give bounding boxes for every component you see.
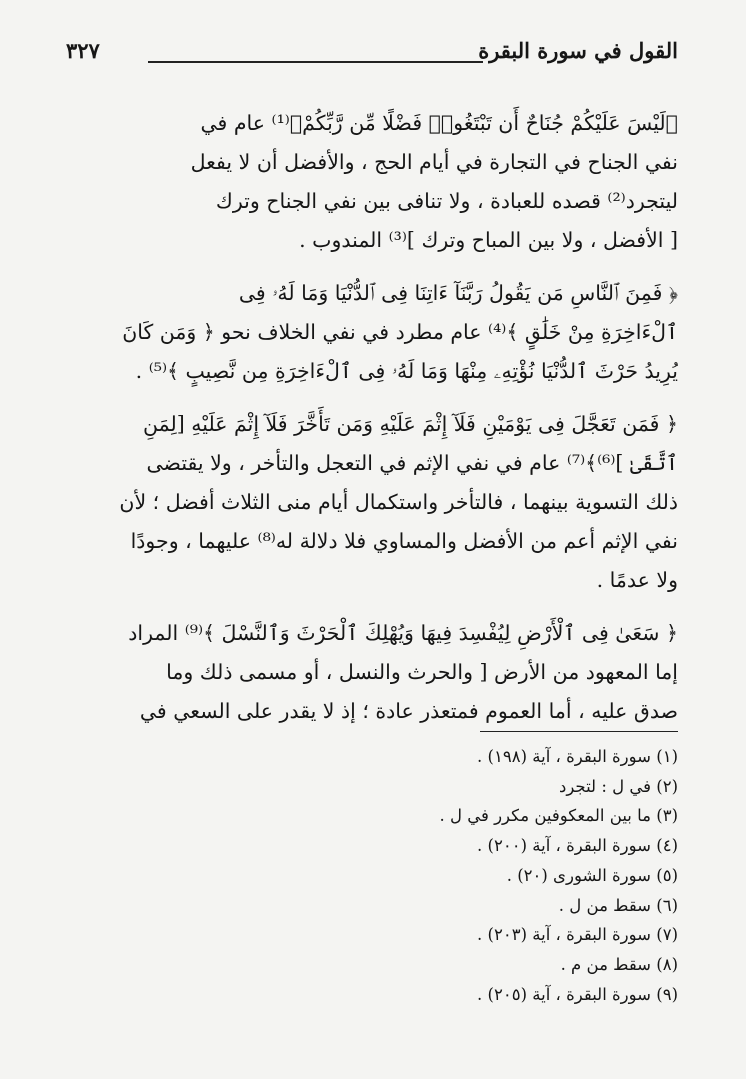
text-line: ﴿ سَعَىٰ فِى ٱلْأَرْضِ لِيُفْسِدَ فِيهَا وَيُهْلِكَ ٱلْحَرْثَ وَٱلنَّسْلَ ﴾⁽⁹⁾ المراد: [128, 621, 678, 645]
running-title: القول في سورة البقرة: [478, 38, 678, 63]
footnote: (٨) سقط من م .: [560, 954, 678, 974]
paragraph: [66, 405, 678, 600]
text-line: ﴿لَيْسَ عَلَيْكُمْ جُنَاحٌ أَن تَبْتَغُوا۟ فَضْلًا مِّن رَّبِّكُمْ﴾⁽¹⁾ عام في: [200, 111, 678, 135]
text-line: ليتجرد⁽²⁾ قصده للعبادة ، ولا تنافى بين نفي الجناح وترك: [215, 189, 678, 213]
text-line: يُرِيدُ حَرْثَ ٱلدُّنْيَا نُؤْتِهِۦ مِنْهَا وَمَا لَهُۥ فِى ٱلْءَاخِرَةِ مِن نَّصِيبٍ ﴾⁽⁵⁾ .: [135, 359, 678, 383]
paragraph: [66, 104, 678, 260]
footnote: (٥) سورة الشورى (٢٠) .: [506, 865, 678, 885]
footnotes: [66, 742, 678, 1009]
text-line: صدق عليه ، أما العموم فمتعذر عادة ؛ إذ لا يقدر على السعي في: [139, 699, 678, 723]
text-line: نفي الإثم أعم من الأفضل والمساوي فلا دلالة له⁽⁸⁾ عليهما ، وجودًا: [130, 529, 678, 553]
paragraph: [66, 614, 678, 731]
footnote: (٢) في ل : لتجرد: [558, 776, 678, 796]
body-text: [66, 104, 678, 745]
footnote: (٦) سقط من ل .: [558, 895, 678, 915]
header-rule: [148, 61, 483, 63]
footnote: (١) سورة البقرة ، آية (١٩٨) .: [477, 747, 678, 766]
text-line: ٱلْءَاخِرَةِ مِنْ خَلَٰقٍ ﴾⁽⁴⁾ عام مطرد في نفي الخلاف نحو ﴿ وَمَن كَانَ: [122, 320, 678, 344]
page-header: [66, 36, 678, 76]
text-line: [ الأفضل ، ولا بين المباح وترك ]⁽³⁾ المندوب .: [299, 228, 678, 252]
footnote: (٣) ما بين المعكوفين مكرر في ل .: [439, 806, 678, 826]
text-line: ﴿ فَمَن تَعَجَّلَ فِى يَوْمَيْنِ فَلَآ إِثْمَ عَلَيْهِ وَمَن تَأَخَّرَ فَلَآ إِثْمَ عَلَيْهِ [لِمَنِ: [143, 412, 678, 436]
text-line: ذلك التسوية بينهما ، فالتأخر واستكمال أيام منى الثلاث أفضل ؛ لأن: [119, 490, 678, 514]
footnote-separator: [480, 731, 678, 732]
text-line: ولا عدمًا .: [596, 568, 678, 592]
footnote: (٧) سورة البقرة ، آية (٢٠٣) .: [477, 925, 678, 945]
footnote: (٤) سورة البقرة ، آية (٢٠٠) .: [477, 836, 678, 856]
text-line: ٱتَّقَىٰ ]⁽⁶⁾﴾⁽⁷⁾ عام في نفي الإثم في التعجل والتأخر ، ولا يقتضى: [146, 451, 678, 475]
page-number: ٣٢٧: [66, 38, 100, 63]
text-line: إما المعهود من الأرض [ والحرث والنسل ، أو مسمى ذلك وما: [166, 660, 678, 684]
footnote: (٩) سورة البقرة ، آية (٢٠٥) .: [477, 984, 678, 1004]
paragraph: [66, 274, 678, 391]
text-line: ﴿ فَمِنَ ٱلنَّاسِ مَن يَقُولُ رَبَّنَآ ءَاتِنَا فِى ٱلدُّنْيَا وَمَا لَهُۥ فِى: [238, 281, 678, 305]
text-line: نفي الجناح في التجارة في أيام الحج ، والأفضل أن لا يفعل: [190, 150, 678, 174]
